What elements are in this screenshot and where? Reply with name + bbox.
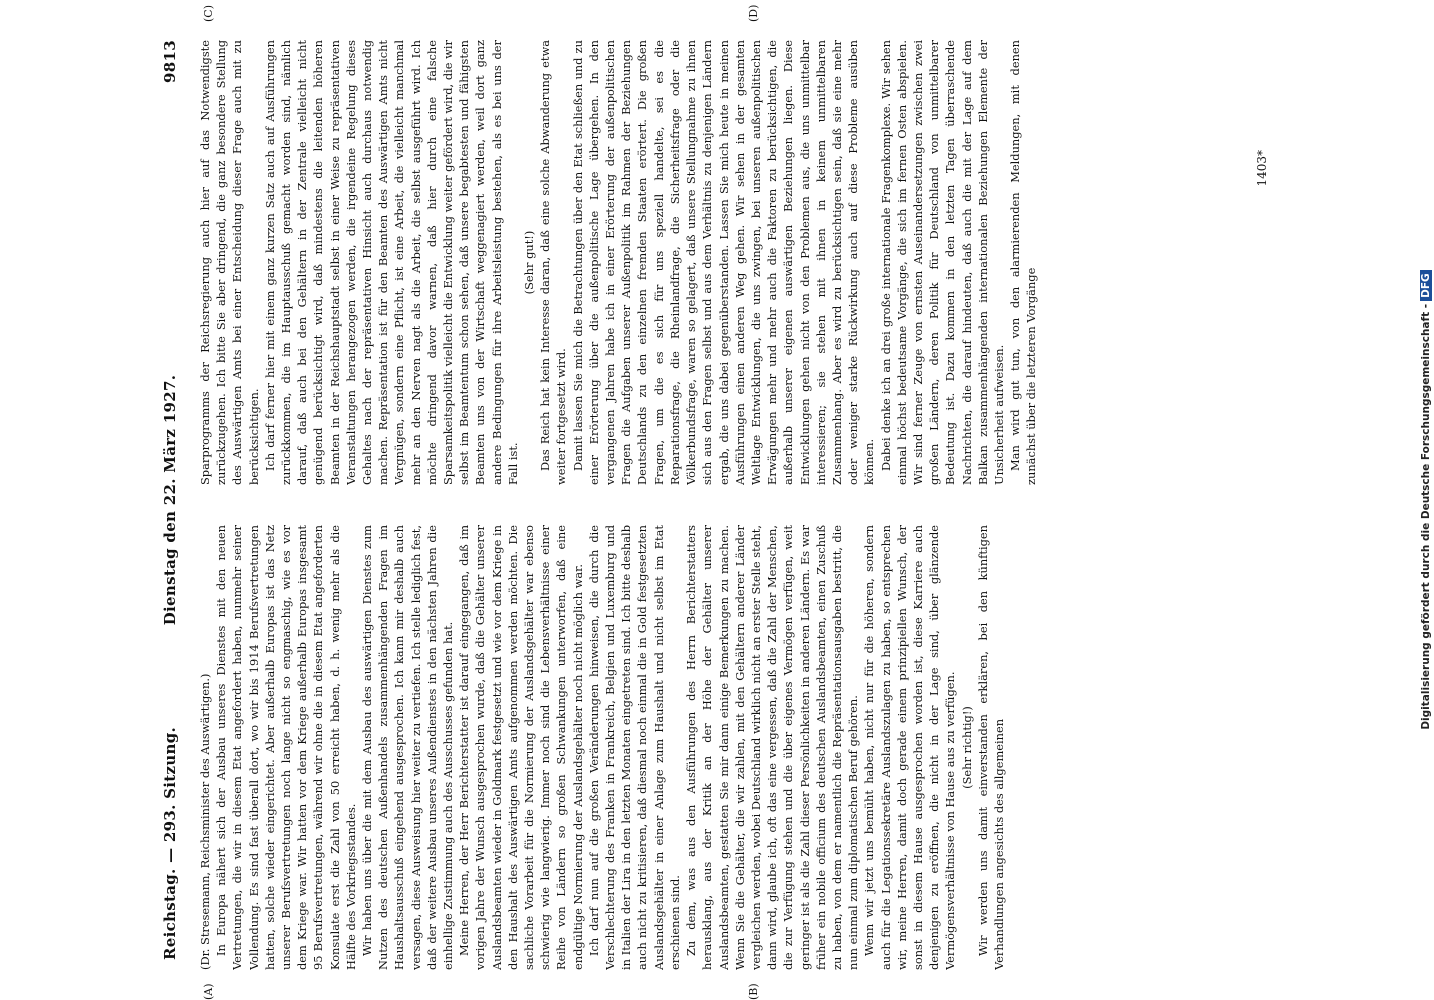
margin-mark-d: (D) xyxy=(747,4,760,22)
interjection: (Sehr gut!) xyxy=(522,230,537,295)
paragraph: Zu dem, was aus den Ausführungen des Herrn Berichterstatters herausklang, aus der Kritik an der Höhe der Gehälter unserer Auslandsbeamten, gestatten Sie mir dann einige Bemerkungen zu machen. Wenn Sie die Gehälter, die wir zahlen, mit den Gehältern anderer Länder vergleichen werden, wobei Deutschland wirklich nicht an erster Stelle steht, dann wird, glaube ich, oft das eine vergessen, daß die Zahl der Menschen, die zur Verfügung stehen und die über eigenes Vermögen verfügen, weit geringer ist als die Zahl dieser Persönlichkeiten in anderen Ländern. Es war früher ein nobile officium des deutschen Auslandsbeamten, einen Zuschuß zu haben, von dem er namentlich die Repräsentationsausgaben bestritt, die nun einmal zum diplomatischen Beruf gehören. xyxy=(684,525,861,970)
paragraph: Das Reich hat kein Interesse daran, daß eine solche Abwanderung etwa weiter fortgesetzt wird. xyxy=(538,40,569,485)
paragraph: Wir werden uns damit einverstanden erklären, bei den künftigen Verhandlungen angesichts des allgemeinen xyxy=(975,525,1006,970)
speaker-intro: (Dr. Stresemann, Reichsminister des Auswärtigen.) xyxy=(198,673,212,970)
paragraph: Meine Herren, der Herr Berichterstatter ist darauf eingegangen, daß im vorigen Jahre der Wunsch ausgesprochen wurde, daß die Gehälter unserer Auslandsbeamten wieder in Goldmark festgesetzt und wie vor dem Kriege in den Haushalt des Auswärtigen Amts aufgenommen werden möchten. Die sachliche Vorarbeit für die Normierung der Auslandsgehälter war ebenso schwierig wie langwierig. Immer noch sind die Lebensverhältnisse einer Reihe von Ländern so großen Schwankungen unterworfen, daß eine endgültige Normierung der Auslandsgehälter noch nicht möglich war. xyxy=(457,525,585,970)
paragraph: In Europa nähert sich der Ausbau unseres Dienstes mit den neuen Vertretungen, die wir in diesem Etat angefordert haben, nunmehr seiner Vollendung. Es sind fast überall dort, wo wir bis 1914 Berufsvertretungen hatten, solche wieder eingerichtet. Aber außerhalb Europas ist das Netz unserer Berufsvertretungen noch lange nicht so engmaschig, wie es vor dem Kriege war. Wir hatten vor dem Kriege außerhalb Europas insgesamt 95 Berufsvertretungen, während wir ohne die in diesem Etat angeforderten Konsulate erst die Zahl von 50 erreicht haben, d. h. wenig mehr als die Hälfte des Vorkriegsstandes. xyxy=(214,525,358,970)
paragraph: Man wird gut tun, von den alarmierenden Meldungen, mit denen zunächst über die letzteren Vorgänge xyxy=(1008,40,1039,485)
credit-text: Digitalisierung gefördert durch die Deutsche Forschungsgemeinschaft - xyxy=(1420,303,1432,730)
page-header xyxy=(157,30,187,970)
paragraph: Dabei denke ich an drei große internationale Fragenkomplexe. Wir sehen einmal höchst bedeutsame Vorgänge, die sich im fernen Osten abspielen. Wir sind ferner Zeuge von ernsten Auseinandersetzungen zwischen zwei großen Ländern, deren Politik für Deutschland von unmittelbarer Bedeutung ist. Dazu kommen in den letzten Tagen überraschende Nachrichten, die darauf hindeuten, daß auch die mit der Lage auf dem Balkan zusammenhängenden internationalen Beziehungen Elemente der Unsicherheit aufweisen. xyxy=(878,40,1006,485)
header-page-number: 9813 xyxy=(161,40,179,83)
margin-mark-a: (A) xyxy=(202,983,215,1000)
paragraph: Ich darf ferner hier mit einem ganz kurzen Satz auch auf Ausführungen zurückkommen, die im Hauptausschuß gemacht worden sind, nämlich darauf, daß auch bei den Gehältern in der Zentrale vielleicht nicht genügend berücksichtigt wird, daß mindestens die leitenden höheren Beamten in der Reichshauptstadt selbst in einer Weise zu repräsentativen Veranstaltungen herangezogen werden, die irgendeine Regelung dieses Gehaltes nach der repräsentativen Hinsicht auch durchaus notwendig machen. Repräsentation ist für den Beamten des Auswärtigen Amts nicht Vergnügen, sondern eine Pflicht, ist eine Arbeit, die vielleicht manchmal mehr an den Nerven nagt als die Arbeit, die selbst ausgeführt wird. Ich möchte dringend davor warnen, daß hier durch eine falsche Sparsamkeitspolitik vielleicht die Entwicklung weiter gefördert wird, die wir selbst im Beamtentum schon sehen, daß unsere begabtesten und fähigsten Beamten uns von der Wirtschaft weggenagiert werden, weil dort ganz andere Bedingungen für ihre Arbeitsleistung bestehen, als es bei uns der Fall ist. xyxy=(262,40,520,485)
paragraph: Damit lassen Sie mich die Betrachtungen über den Etat schließen und zu einer Erörterung über die außenpolitische Lage übergehen. In den vergangenen Jahren habe ich in einer Erörterung der außenpolitischen Fragen die Aufgaben unserer Außenpolitik im Rahmen der Beziehungen Deutschlands zu den einzelnen fremden Staaten erörtert. Die großen Fragen, um die es sich für uns speziell handelte, sei es die Reparationsfrage, die Rheinlandfrage, die Sicherheitsfrage oder die Völkerbundsfrage, waren so gelagert, daß unsere Stellungnahme zu ihnen sich aus den Fragen selbst und aus dem Verhältnis zu denjenigen Ländern ergab, die uns dabei gegenüberstanden. Lassen Sie mich heute in meinen Ausführungen einen anderen Weg gehen. Wir sehen in der gesamten Weltlage Entwicklungen, die uns zwingen, bei unseren außenpolitischen Erwägungen mehr und mehr auch die Faktoren zu berücksichtigen, die außerhalb unserer eigenen auswärtigen Beziehungen liegen. Diese Entwicklungen gehen nicht von den Problemen aus, die uns unmittelbar interessieren; sie stehen mit ihnen in keinem unmittelbaren Zusammenhang. Aber es wird zu berücksichtigen sein, daß sie eine mehr oder weniger starke Rückwirkung auch auf diese Probleme ausüben können. xyxy=(570,40,877,485)
document-page xyxy=(157,4,1277,1000)
margin-mark-b: (B) xyxy=(747,983,760,1000)
right-text-column xyxy=(197,40,1257,485)
header-left: Reichstag. — 293. Sitzung. xyxy=(161,726,179,960)
paragraph: Wir haben uns über die mit dem Ausbau des auswärtigen Dienstes zum Nutzen des deutschen Außenhandels zusammenhängenden Fragen im Haushaltsausschuß eingehend ausgesprochen. Ich kann mir deshalb auch versagen, diese Ausweisung hier weiter zu vertiefen. Ich stelle lediglich fest, daß der weitere Ausbau unseres Außendienstes in den nächsten Jahren die einhellige Zustimmung auch des Ausschusses gefunden hat. xyxy=(360,525,456,970)
paragraph: Wenn wir jetzt uns bemüht haben, nicht nur für die höheren, sondern auch für die Legationssekretäre Auslandszulagen zu haben, so entsprechen wir, meine Herren, damit doch gerade einem prinzipiellen Wunsch, der sonst in diesem Hause ausgesprochen worden ist, diese Karriere auch denjenigen zu eröffnen, die nicht in der Lage sind, über glänzende Vermögensverhältnisse von Hause aus zu verfügen. xyxy=(862,525,958,970)
margin-mark-c: (C) xyxy=(202,5,215,22)
header-center-date: Dienstag den 22. März 1927. xyxy=(161,374,179,626)
interjection: (Sehr richtig!) xyxy=(959,706,974,789)
left-text-column xyxy=(197,525,1257,970)
paragraph: Sparprogramms der Reichsregierung auch hier auf das Notwendigste zurückzugehen. Ich bitte Sie aber dringend, die ganz besondere Stellung des Auswärtigen Amts bei einer Entscheidung dieser Frage auch mit zu berücksichtigen. xyxy=(198,40,261,485)
page-footer-signature: 1403* xyxy=(1255,150,1269,187)
digitization-credit xyxy=(1420,120,1434,880)
paragraph: Ich darf nun auf die großen Veränderungen hinweisen, die durch die Verschlechterung des Franken in Frankreich, Belgien und Luxemburg und in Italien der Lira in den letzten Monaten eingetreten sind. Ich bitte deshalb auch nicht zu kritisieren, daß diesmal noch einmal die in Gold festgesetzten Auslandsgehälter in einer Anlage zum Haushalt und nicht selbst im Etat erschienen sind. xyxy=(586,525,682,970)
dfg-logo: DFG xyxy=(1420,270,1432,301)
